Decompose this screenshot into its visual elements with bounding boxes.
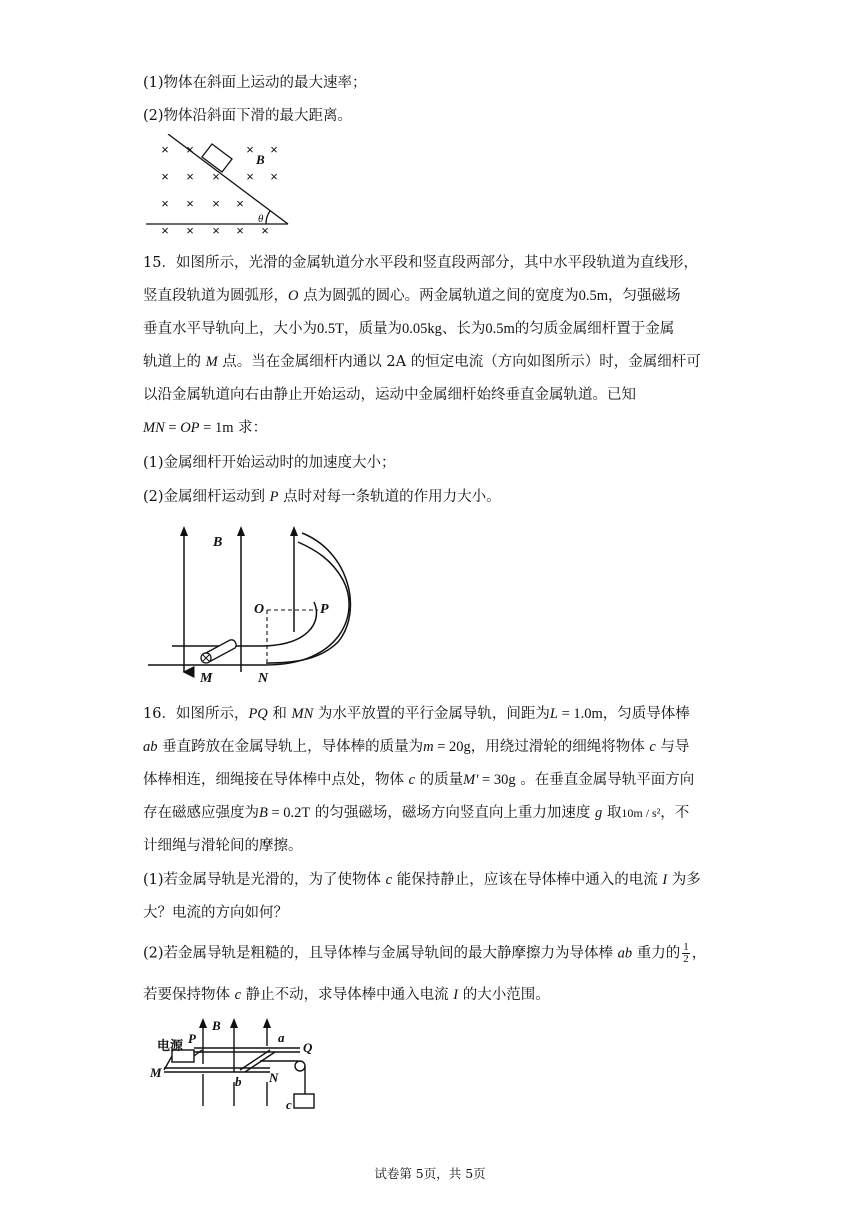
q16-label-m: M <box>150 1065 162 1080</box>
q14-part1: (1)物体在斜面上运动的最大速率； <box>143 75 367 91</box>
q15-label-o: O <box>254 602 265 617</box>
svg-text:×: × <box>161 223 169 238</box>
svg-text:×: × <box>212 169 220 184</box>
q15-label-p: P <box>320 602 329 617</box>
q16-label-a: a <box>278 1030 285 1045</box>
svg-text:×: × <box>236 223 244 238</box>
q16-line4: 存在磁感应强度为B = 0.2T 的匀强磁场，磁场方向竖直向上重力加速度 g 取10m / s²，不 <box>143 805 690 821</box>
svg-text:×: × <box>270 169 278 184</box>
q16-label-power: 电源 <box>157 1039 184 1054</box>
q16-label-b-field: B <box>212 1018 221 1033</box>
q16-part2-line1: (2)若金属导轨是粗糙的，且导体棒与金属导轨间的最大静摩擦力为导体棒 ab 重力的 $\frac{1}{2}$ ， <box>143 941 707 965</box>
svg-text:×: × <box>246 142 254 157</box>
q16-part1-line1: (1)若金属导轨是光滑的，为了使物体 c 能保持静止，应该在导体棒中通入的电流 I 为多 <box>143 872 701 888</box>
svg-text:×: × <box>186 142 194 157</box>
q15-part1: (1)金属细杆开始运动时的加速度大小； <box>143 455 396 471</box>
q15-line6: MN = OP = 1m 求： <box>143 420 268 436</box>
svg-text:×: × <box>212 223 220 238</box>
svg-text:×: × <box>246 169 254 184</box>
svg-text:×: × <box>161 169 169 184</box>
q15-line3: 垂直水平导轨向上，大小为0.5T，质量为0.05kg、长为0.5m的匀质金属细杆置于金属 <box>143 321 675 337</box>
q15-label-m: M <box>200 671 213 684</box>
q16-label-b: b <box>235 1074 242 1089</box>
svg-text:×: × <box>186 223 194 238</box>
page-footer: 试卷第 5页，共 5页 <box>374 1166 486 1181</box>
q16-label-q: Q <box>303 1040 313 1055</box>
q15-line5: 以沿金属轨道向右由静止开始运动，运动中金属细杆始终垂直金属轨道。已知 <box>143 387 636 403</box>
q16-line3: 体棒相连，细绳接在导体棒中点处，物体 c 的质量M′ = 30g 。在垂直金属导轨平面方向 <box>143 772 695 788</box>
q16-fraction-half: $\frac{1}{2}$ <box>683 941 689 965</box>
q15-line1: 15．如图所示，光滑的金属轨道分水平段和竖直段两部分，其中水平段轨道为直线形， <box>143 255 698 271</box>
svg-text:×: × <box>186 169 194 184</box>
q16-label-n: N <box>269 1070 279 1085</box>
svg-text:×: × <box>186 196 194 211</box>
q16-rail-diagram <box>142 1016 332 1116</box>
q15-label-n: N <box>258 671 269 684</box>
q14-label-b: B <box>256 152 265 167</box>
q16-part2-line2: 若要保持物体 c 静止不动，求导体棒中通入电流 I 的大小范围。 <box>143 987 550 1003</box>
svg-text:×: × <box>236 196 244 211</box>
q16-part1-line2: 大？电流的方向如何？ <box>143 905 288 921</box>
svg-text:×: × <box>212 196 220 211</box>
svg-text:×: × <box>161 142 169 157</box>
q14-label-theta: θ <box>258 213 264 225</box>
q14-incline-diagram <box>146 134 296 238</box>
q16-line1: 16．如图所示，PQ 和 MN 为水平放置的平行金属导轨，间距为L = 1.0m，匀质导体棒 <box>143 706 690 722</box>
q15-rail-diagram <box>148 522 364 684</box>
q15-part2: (2)金属细杆运动到 P 点时对每一条轨道的作用力大小。 <box>143 489 501 505</box>
svg-text:×: × <box>261 223 269 238</box>
q16-label-c: c <box>286 1097 292 1112</box>
q16-line2: ab 垂直跨放在金属导轨上，导体棒的质量为m = 20g，用绕过滑轮的细绳将物体 c 与导 <box>143 739 690 755</box>
q15-label-b: B <box>213 535 223 550</box>
q15-line2: 竖直段轨道为圆弧形，O 点为圆弧的圆心。两金属轨道之间的宽度为0.5m，匀强磁场 <box>143 288 681 304</box>
svg-text:×: × <box>161 196 169 211</box>
svg-text:×: × <box>270 142 278 157</box>
q16-label-p: P <box>188 1031 196 1046</box>
q16-line5: 计细绳与滑轮间的摩擦。 <box>143 838 303 854</box>
q15-line4: 轨道上的 M 点。当在金属细杆内通以 2A 的恒定电流（方向如图所示）时，金属细杆可 <box>143 354 701 370</box>
q14-part2: (2)物体沿斜面下滑的最大距离。 <box>143 108 353 124</box>
